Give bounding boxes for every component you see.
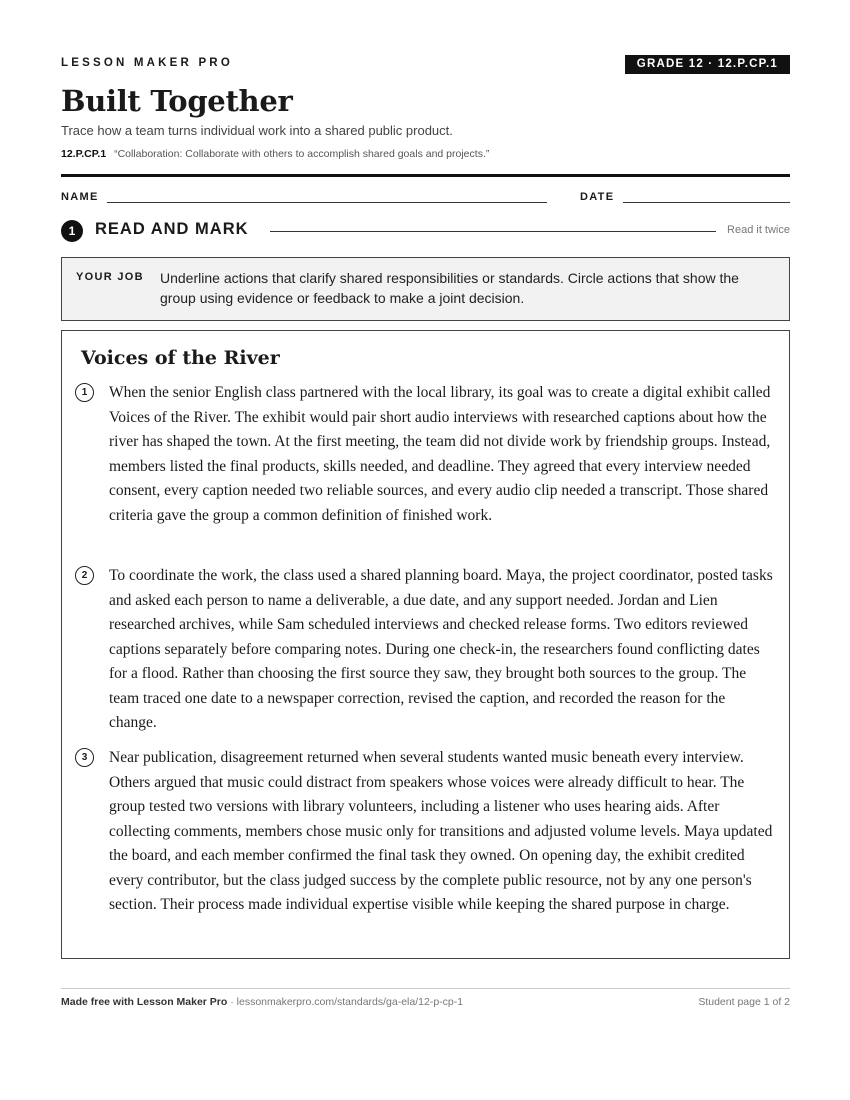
section-title: READ AND MARK — [95, 220, 249, 238]
standard-line — [61, 148, 489, 160]
name-label: NAME — [61, 191, 99, 203]
paragraph-text: When the senior English class partnered with the local library, its goal was to create a digital exhibit called Voices of the River. The exhibit would pair short audio interviews with researched captions about how the river has shaped the town. At the first meeting, the team did not divide work by friendship groups. Instead, members listed the final products, skills needed, and deadline. They agreed that every interview needed consent, every caption needed two reliable sources, and every audio clip needed a transcript. Those shared criteria gave the group a common definition of finished work. — [109, 384, 771, 524]
passage-paragraph — [81, 746, 775, 918]
name-date-row — [61, 191, 790, 205]
paragraph-text: Near publication, disagreement returned when several students wanted music beneath every interview. Others argued that music could distract from speakers whose voices were already difficult to hear. The group tested two versions with library volunteers, including a listener who uses hearing aids. After collecting comments, members chose music only for transitions and adjusted volume levels. Maya updated the board, and each member confirmed the final task they owned. On opening day, the exhibit credited every contributor, but the class judged success by the complete public resource, not by any one person's section. Their process made individual expertise visible while keeping the shared purpose in charge. — [109, 749, 773, 913]
passage-box — [61, 330, 790, 959]
page-subtitle: Trace how a team turns individual work into a shared public product. — [61, 123, 453, 138]
date-label: DATE — [580, 191, 615, 203]
standard-code: 12.P.CP.1 — [61, 148, 107, 160]
paragraph-text: To coordinate the work, the class used a shared planning board. Maya, the project coordinator, posted tasks and asked each person to name a deliverable, a due date, and any support needed. Jordan and Lien researched archives, while Sam scheduled interviews and checked release forms. Two editors reviewed captions separately before comparing notes. During one check-in, the researchers found conflicting dates for a flood. Rather than choosing the first source they saw, they brought both sources to the group. The team traced one date to a newspaper correction, revised the caption, and recorded the reason for the change. — [109, 567, 773, 731]
footer-made-with: Made free with Lesson Maker Pro — [61, 996, 228, 1008]
paragraph-number-badge: 2 — [75, 566, 94, 585]
passage-paragraph — [81, 564, 775, 736]
footer-divider — [61, 988, 790, 989]
brand-name: LESSON MAKER PRO — [61, 57, 233, 69]
section-number-badge: 1 — [61, 220, 83, 242]
section-note: Read it twice — [727, 224, 790, 236]
section-divider — [270, 231, 716, 232]
paragraph-number-badge: 3 — [75, 748, 94, 767]
job-label: YOUR JOB — [76, 271, 144, 283]
footer-page-number: Student page 1 of 2 — [698, 996, 790, 1008]
passage-title: Voices of the River — [81, 347, 280, 369]
paragraph-number-badge: 1 — [75, 383, 94, 402]
passage-paragraph — [81, 381, 775, 528]
job-text: Underline actions that clarify shared responsibilities or standards. Circle actions that show the group using evidence or feedback to make a joint decision. — [160, 270, 739, 306]
job-instructions-box — [61, 257, 790, 321]
footer-credit — [61, 996, 463, 1008]
date-field[interactable] — [623, 202, 790, 203]
section-header — [61, 219, 790, 243]
header-divider — [61, 174, 790, 177]
footer-url[interactable]: · lessonmakerpro.com/standards/ga-ela/12-p-cp-1 — [227, 996, 464, 1008]
grade-badge: GRADE 12 · 12.P.CP.1 — [625, 55, 790, 74]
standard-text: “Collaboration: Collaborate with others to accomplish shared goals and projects.” — [114, 148, 490, 160]
name-field[interactable] — [107, 202, 547, 203]
page-title: Built Together — [61, 84, 293, 118]
